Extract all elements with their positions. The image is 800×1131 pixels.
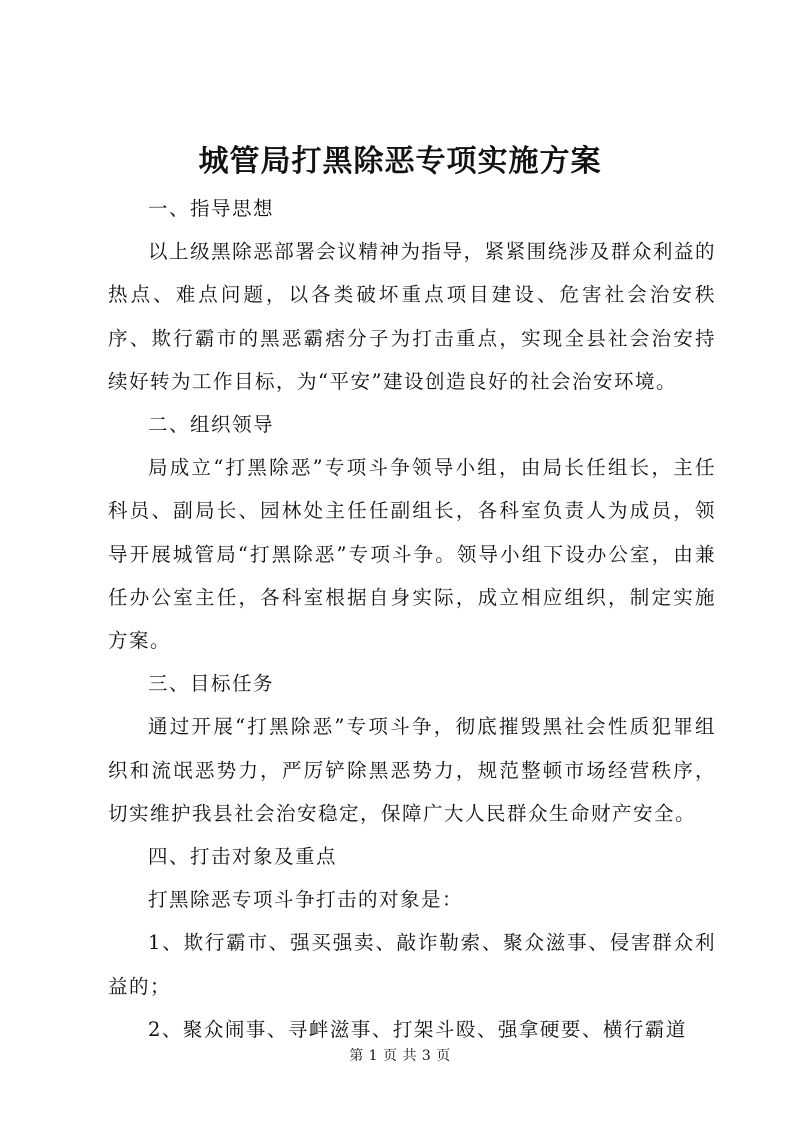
paragraph-goals: 通过开展“打黑除恶”专项斗争，彻底摧毁黑社会性质犯罪组织和流氓恶势力，严厉铲除黑恶势力，规范整顿市场经营秩序，切实维护我县社会治安稳定，保障广大人民群众生命财产安全。: [108, 715, 716, 825]
page-footer: 第 1 页 共 3 页: [349, 1048, 451, 1064]
paragraph-organization: 局成立“打黑除恶”专项斗争领导小组，由局长任组长，主任科员、副局长、园林处主任任副组长，各科室负责人为成员，领导开展城管局“打黑除恶”专项斗争。领导小组下设办公室，由兼任办公室主任，各科室根据自身实际，成立相应组织，制定实施方案。: [108, 456, 716, 653]
paragraph-targets-intro: 打黑除恶专项斗争打击的对象是：: [148, 888, 464, 912]
paragraph-guiding-ideology: 以上级黑除恶部署会议精神为指导，紧紧围绕涉及群众利益的热点、难点问题，以各类破坏重点项目建设、危害社会治安秩序、欺行霸市的黑恶霸痞分子为打击重点，实现全县社会治安持续好转为工作目标，为“平安”建设创造良好的社会治安环境。: [108, 240, 716, 393]
list-item-target-2: 2、聚众闹事、寻衅滋事、打架斗殴、强拿硬要、横行霸道: [148, 1017, 687, 1041]
document-title: 城管局打黑除恶专项实施方案: [198, 144, 602, 179]
section-heading-goals: 三、目标任务: [148, 672, 275, 696]
section-heading-organization: 二、组织领导: [148, 413, 275, 437]
section-heading-guiding-ideology: 一、指导思想: [148, 197, 275, 220]
document-body: [108, 187, 716, 1051]
section-heading-targets: 四、打击对象及重点: [148, 845, 338, 869]
list-item-target-1: 1、欺行霸市、强买强卖、敲诈勒索、聚众滋事、侵害群众利益的；: [108, 931, 716, 998]
